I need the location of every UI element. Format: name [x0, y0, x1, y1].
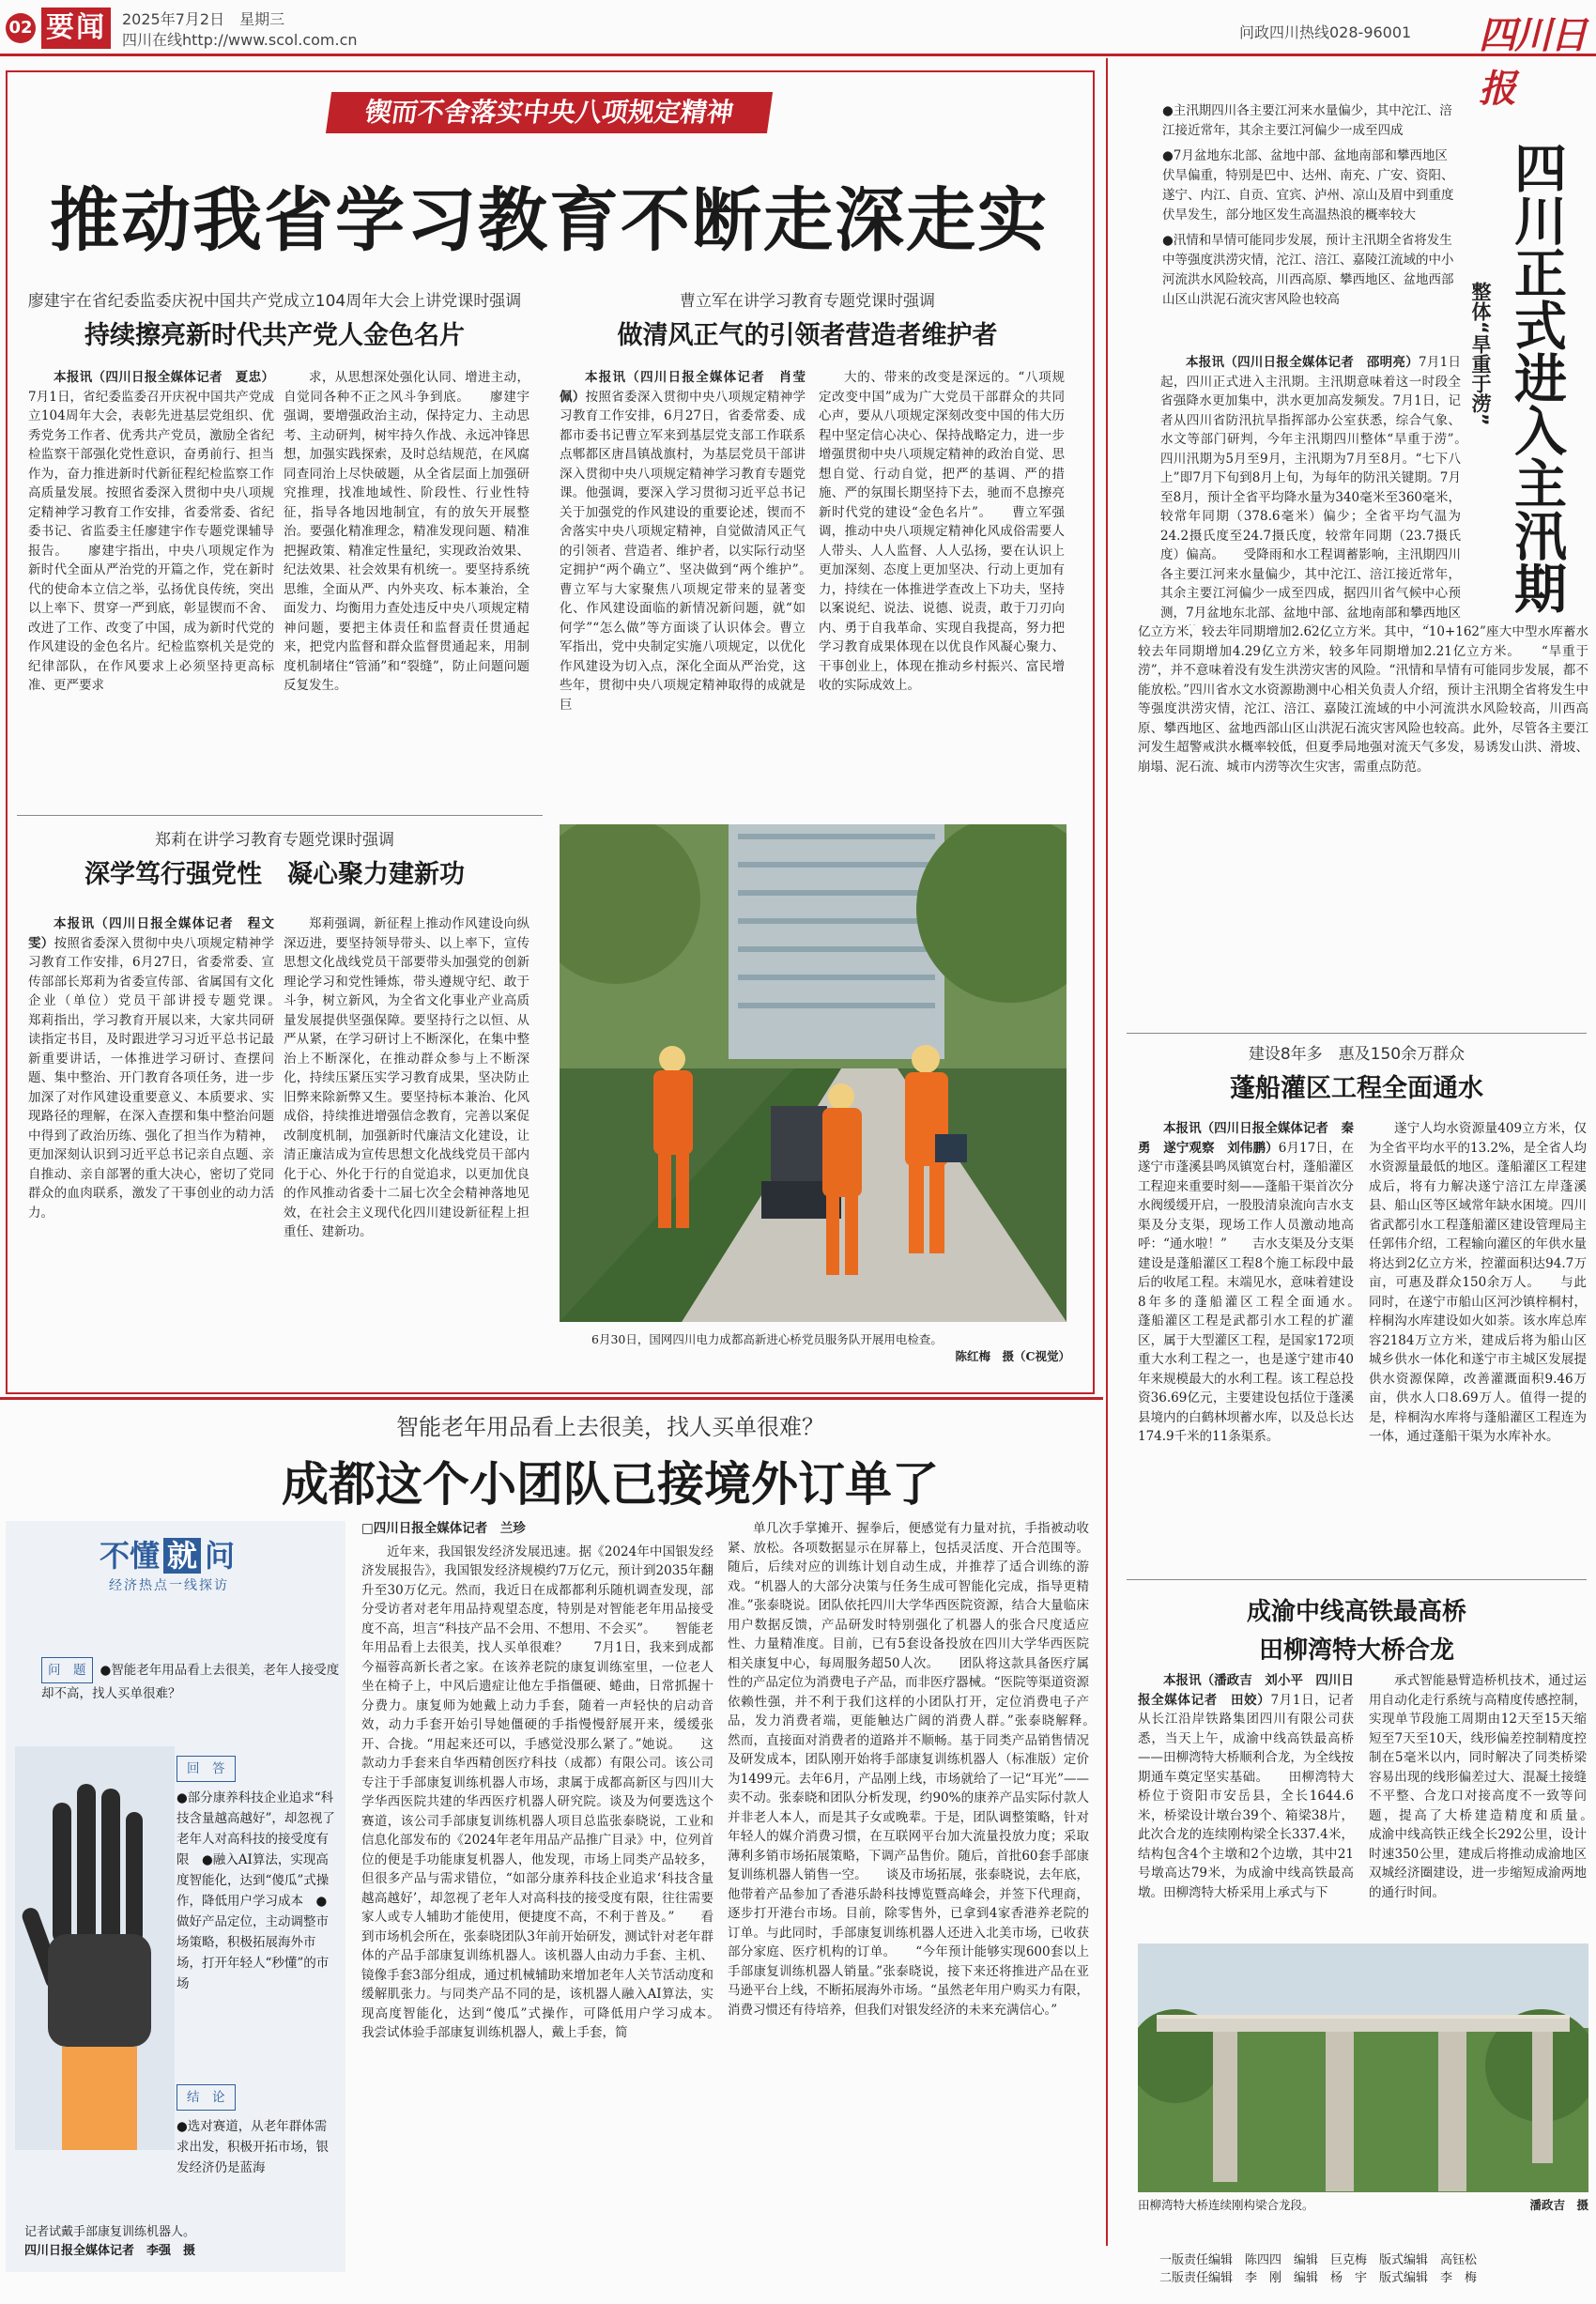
bridge-photo — [1138, 1943, 1588, 2192]
power-inspection-photo — [560, 824, 1067, 1322]
article4-byline: □四川日报全媒体记者 兰珍 — [361, 1521, 526, 1536]
section-rule — [0, 1397, 1103, 1400]
qa-slogan: 经济热点一线探访 — [109, 1578, 229, 1593]
bridge-caption-block — [1138, 2197, 1588, 2214]
newspaper-logo: 四川日报 — [1479, 13, 1586, 111]
bridge-col1 — [1138, 1671, 1354, 1939]
article4-col1 — [361, 1519, 714, 2295]
flood-byline: 本报讯（四川日报全媒体记者 邵明亮） — [1186, 355, 1419, 370]
bridge-byline: 本报讯（潘政吉 刘小平 四川日报全媒体记者 田姣） — [1138, 1673, 1354, 1708]
article4-text: 近年来，我国银发经济发展迅速。据《2024年中国银发经济发展报告》，我国银发经济规模约7万亿元，预计到2035年翻升至30万亿元。然而，我近日在成都都利乐随机调查发现，部分受访者对老年用品持观望态度，特别是对智能老年用品接受度不高，坦言“科技产品不会用、不想用、不会买”。 智能老年用品看上去很美，找人买单很难？ 7月1日，我来到成都今福蓉高新长者之家。在该养老院的康复训练室里，一位老人坐在椅子上，中风后遗症让他左手指僵硬、蜷曲，日常抓握十分费力。康复师为她戴上动力手套，随着一声轻快的启动音效，动力手套开始引导她僵硬的手指慢慢舒展开来，缓缓张开、合拢。“用起来还可以，手感觉没那么紧了。”她说。 这款动力手套来自华西精创医疗科技（成都）有限公司。该公司专注于手部康复训练机器人市场，隶属于成都高新区与四川大学华西医院共建的华西医疗机器人研究院。谈及为何要选这个赛道，该公司手部康复训练机器人项目总监张泰晓说，工业和信息化部发布的《2024年老年用品产品推广目录》中，位列首位的便是手功能康复机器人，他发现，市场上同类产品较多，但很多产品与需求错位，“如部分康养科技企业追求‘科技含量越高越好’，却忽视了老年人对高科技的接受度有限，往往需要家人或专人辅助才能使用，便捷度不高，不利于普及。” 看到市场机会所在，张泰晓团队3年前开始研发，测试针对老年群体的产品手部康复训练机器人。该机器人由动力手套、主机、镜像手套3部分组成，通过机械辅助来增加老年人关节活动度和缓解肌张力。与同类产品不同的是，该机器人融入AI算法，实现高度智能化，达到“傻瓜”式操作，可降低用户学习成本。 我尝试体验手部康复训练机器人，戴上手套，简 — [361, 1544, 714, 2040]
article3-text: 按照省委深入贯彻中央八项规定精神学习教育工作安排，6月27日，省委常委、宣传部部长郑莉为省委宣传部、省属国有文化企业（单位）党员干部讲授专题党课。 郑莉指出，学习教育开展以来，大家共同研读指定书目，及时跟进学习习近平总书记最新重要讲话，一体推进学习研讨、查摆问题、集中整治、开门教育各项任务，进一步加深了对作风建设重要意义、本质要求、实现路径的理解，在深入查摆和集中整治问题中得到了政治历练、强化了担当作为精神，更加深刻认识到习近平总书记亲自点题、亲自推动、亲自部署的重大决心，密切了党同群众的血肉联系，激发了干事创业的动力活力。 — [28, 935, 274, 1221]
flood-text: 7月1日起，四川正式进入主汛期。主汛期意味着这一时段全省强降水更加集中，洪水更加高发频发。7月1日，记者从四川省防汛抗旱指挥部办公室获悉，综合气象、水文等部门研判，今年主汛期四川整体“旱重于涝”。 四川汛期为5月至9月，主汛期为7月至8月。“七下八上”即7月下旬到8月上旬，为每年的防汛关键期。7月至8月，预计全省平均降水量为340毫米至360毫米，较常年同期（378.6毫米）偏少；全省平均气温为24.2摄氏度至24.7摄氏度，较常年同期（23.7摄氏度）偏高。 受降雨和水工程调蓄影响，主汛期四川各主要江河来水量偏少，其中沱江、涪江接近常年，其余主要江河偏少一成至四成，据四川省气候中心预测，7月盆地东北部、盆地中部、盆地南部和攀西地区 — [1160, 355, 1461, 621]
conclusion-block — [176, 2084, 336, 2178]
date-line — [122, 9, 358, 51]
qa-brand-1: 不懂 — [100, 1538, 161, 1574]
answer-block — [176, 1756, 336, 1994]
qa-brand-2: 就 — [163, 1538, 201, 1574]
page-number: 02 — [6, 13, 36, 43]
article1-text2: 求，从思想深处强化认同、增进主动，自觉同各种不正之风斗争到底。 廖建宇强调，要增强政治主动，保持定力、主动思考、主动研判，树牢持久作战、永远冲锋思想，加强实践探索，及时总结规范，在风腐同查同治上尽快破题，从全省层面上加强研究推理，找准地域性、阶段性、行业性特征，指导各地因地制宜，有的放矢开展整治。要强化精准理念，精准发现问题、精准把握政策、精准定性量纪，实现政治效果、纪法效果、社会效果有机统一。要坚持系统思维，全面从严、内外夹攻、标本兼治，全面发力、均衡用力查处违反中央八项规定精神问题，要把主体责任和监督责任贯通起来，把党内监督和群众监督贯通起来，用制度机制堵住“管涌”和“裂缝”，防止问题问题反复发生。 — [284, 370, 529, 693]
footer-line-2: 二版责任编辑 李 刚 编辑 杨 宇 版式编辑 李 梅 — [1159, 2271, 1478, 2285]
issue-date: 2025年7月2日 星期三 — [122, 10, 285, 28]
article4-title: 成都这个小团队已接境外订单了 — [282, 1457, 939, 1512]
question-text: ●智能老年用品看上去很美，老年人接受度却不高，找人买单很难？ — [41, 1663, 340, 1701]
canal-head — [1127, 1040, 1587, 1104]
question-tag: 问 题 — [41, 1657, 93, 1683]
section-label: 要闻 — [41, 8, 111, 49]
robot-glove-photo — [15, 1746, 175, 2150]
bridge-text2: 承式智能悬臂造桥机技术，通过运用自动化走行系统与高精度传感控制，实现单节段施工周期由12天至15天缩短至7天至10天，线形偏差控制精度控制在5毫米以内，同时解决了同类桥梁容易出现的线形偏差过大、混凝土接缝不平整、合龙口对接高度不一致等问题，提高了大桥建造精度和质量。 成渝中线高铁正线全长292公里，设计时速350公里，建成后将推动成渝地区双城经济圈建设，进一步缩短成渝两地的通行时间。 — [1369, 1673, 1587, 1900]
article1-col1 — [28, 368, 274, 806]
main-headline: 推动我省学习教育不断走深走实 — [50, 180, 1049, 261]
masthead — [0, 0, 1596, 111]
article2-col1 — [560, 368, 806, 806]
article1-subtitle: 廖建宇在省纪委监委庆祝中国共产党成立104周年大会上讲党课时强调 — [27, 292, 522, 311]
canal-col2 — [1369, 1119, 1587, 1598]
bridge-col2 — [1369, 1671, 1587, 1939]
bridge-title-2: 田柳湾特大桥合龙 — [1258, 1636, 1454, 1665]
article3-byline: 本报讯（四川日报全媒体记者 程文雯） — [28, 916, 274, 951]
article2-text2: 大的、带来的改变是深远的。“八项规定改变中国”成为广大党员干部群众的共同心声，要从八项规定深刻改变中国的伟大历程中坚定信心决心、保持战略定力，进一步增强贯彻中央八项规定精神的政治自觉、思想自觉、行动自觉，把严的基调、严的措施、严的氛围长期坚持下去，驰而不息擦亮新时代党的建设“金色名片”。 曹立军强调，推动中央八项规定精神化风成俗需要人人带头、人人监督、人人弘扬，要在认识上更加深刻、态度上更加坚决、行动上更加有力，持续在一体推进学查改上下功夫，坚持以案说纪、说法、说德、说责，敢于刀刃向内、勇于自我革命、实现自我提高，努力把学习教育成果体现在以优良作风凝心聚力、干事创业上，体现在推动乡村振兴、富民增收的实际成效上。 — [819, 370, 1065, 693]
article4-text2: 单几次手掌摊开、握拳后，便感觉有力量对抗，手指被动收紧、放松。各项数据显示在屏幕上，包括灵活度、开合范围等。随后，后续对应的训练计划自动生成，并推荐了适合训练的游戏。“机器人的大部分决策与任务生成可智能化完成，指导更精准。”张泰晓说。团队依托四川大学华西医院资源，结合大量临床用户数据反馈，产品研发时特别强化了机器人的张合尺度适应性、力量精准度。目前，已有5套设备投放在四川大学华西医院相关康复中心，每周服务超50人次。 团队将这款具备医疗属性的产品定位为消费电子产品，而非医疗器械。“医院等渠道资源依赖性强，并不利于我们这样的小团队打开，定位消费电子产品，发力消费者端，更能触达广阔的消费人群。”张泰晓解释。 然而，直接面对消费者的道路并不顺畅。基于同类产品销售情况及研发成本，团队刚开始将手部康复训练机器人（标准版）定价为1499元。去年6月，产品刚上线，市场就给了一记“耳光”——卖不动。张泰晓和团队分析发现，约90%的康养产品实际付款人并非老人本人，而是其子女或晚辈。于是，团队调整策略，针对年轻人的媒介消费习惯，在互联网平台加大流量投放力度；采取薄利多销市场拓展策略，下调产品售价。随后，首批60套手部康复训练机器人销售一空。 谈及市场拓展，张泰晓说，去年底，他带着产品参加了香港乐龄科技博览暨高峰会，并签下代理商，逐步打开港台市场。目前，除零售外，已拿到4家香港养老院的订单。与此同时，手部康复训练机器人还进入北美市场，已收获部分家庭、医疗机构的订单。 “今年预计能够实现600套以上手部康复训练机器人销量。”张泰晓说，接下来还将推进产品在亚马逊平台上线，不断拓展海外市场。“虽然老年用户购买力有限，消费习惯还有待培养，但我们对银发经济的未来充满信心。” — [728, 1521, 1089, 2018]
article1-byline: 本报讯（四川日报全媒体记者 夏忠） — [54, 370, 274, 385]
website[interactable]: 四川在线http://www.scol.com.cn — [122, 31, 358, 49]
article2-byline: 本报讯（四川日报全媒体记者 肖莹佩） — [560, 370, 806, 405]
divider — [1127, 1579, 1587, 1580]
footer-credits — [1159, 2251, 1477, 2287]
flood-col-top — [1160, 353, 1461, 625]
column-rule — [1106, 58, 1108, 2246]
article4-head — [150, 1408, 1070, 1514]
article2-col2 — [819, 368, 1065, 806]
article4-subtitle: 智能老年用品看上去很美，找人买单很难？ — [396, 1414, 824, 1440]
conclusion-tag: 结 论 — [176, 2084, 236, 2111]
article3-title: 深学笃行强党性 凝心聚力建新功 — [84, 860, 465, 889]
qa-caption-block — [24, 2223, 195, 2261]
article3-subtitle: 郑莉在讲学习教育专题党课时强调 — [155, 831, 394, 850]
bridge-title-1: 成渝中线高铁最高桥 — [1246, 1598, 1466, 1626]
article1-col2 — [284, 368, 529, 806]
canal-title: 蓬船灌区工程全面通水 — [1230, 1074, 1483, 1103]
article2-title: 做清风正气的引领者营造者维护者 — [617, 321, 998, 350]
flood-bullet-2: ●7月盆地东北部、盆地中部、盆地南部和攀西地区伏旱偏重，特别是巴中、达州、南充、广安、资阳、遂宁、内江、自贡、宜宾、泸州、凉山及眉中到重度伏旱发生，部分地区发生高温热浪的概率较大 — [1162, 148, 1454, 223]
canal-text2: 遂宁人均水资源量409立方米，仅为全省平均水平的13.2%，是全省人均水资源量最低的地区。蓬船灌区工程建成后，将有力解决遂宁涪江左岸蓬溪县、船山区等区域常年缺水困境。四川省武都引水工程蓬船灌区建设管理局主任郭伟介绍，工程输向灌区的年供水量将达到2亿立方米，控灌面积达94.7万亩，可惠及群众150余万人。 与此同时，在遂宁市船山区河沙镇梓桐村，梓桐沟水库建设如火如荼。该水库总库容2184万立方米，建成后将为船山区城乡供水一体化和遂宁市主城区发展提供水资源保障，改善灌溉面积9.46万亩，供水人口8.69万人。值得一提的是，梓桐沟水库将与蓬船灌区工程连为一体，通过蓬船干渠为水库补水。 — [1369, 1121, 1587, 1444]
article4-col2 — [728, 1519, 1089, 2295]
answer-text: ●部分康养科技企业追求“科技含量越高越好”，却忽视了老年人对高科技的接受度有限 ●融入AI算法，实现高度智能化，达到“傻瓜”式操作，降低用户学习成本 ●做好产品定位，主动调整市场策略，积极拓展海外市场，打开年轻人“秒懂”的市场 — [176, 1790, 335, 1991]
flood-bullet-3: ●汛情和旱情可能同步发展，预计主汛期全省将发生中等强度洪涝灾情，沱江、涪江、嘉陵江流域的中小河流洪水风险较高，川西高原、攀西地区、盆地西部山区山洪泥石流灾害风险也较高 — [1162, 233, 1454, 307]
flood-col-wide — [1138, 625, 1588, 1038]
bridge-credit: 潘政吉 摄 — [1529, 2198, 1588, 2212]
article3-text2: 郑莉强调，新征程上推动作风建设向纵深迈进，要坚持领导带头、以上率下，宣传思想文化战线党员干部要带头加强党的创新理论学习和党性锤炼，带头遵规守纪、敢于斗争，树立新风，为全省文化事业产业高质量发展提供坚强保障。要坚持行之以恒、从严从紧，在学习研讨上不断深化，在集中整治上不断深化，在推动群众参与上不断深化，持续压紧压实学习教育成果，坚决防止旧弊来除新弊又生。要坚持标本兼治、化风成俗，持续推进增强信念教育，完善以案促改制度机制，加强新时代廉洁文化建设，让清正廉洁成为宣传思想文化战线党员干部内化于心、外化于行的自觉追求，以更加优良的作风推动省委十二届七次全会精神落地见效，在社会主义现代化四川建设新征程上担重任、建新功。 — [284, 916, 529, 1239]
article1-head — [19, 287, 530, 351]
canal-subtitle: 建设8年多 惠及150余万群众 — [1248, 1045, 1466, 1064]
question-block — [41, 1657, 342, 1704]
divider — [1127, 1033, 1587, 1034]
flood-title: 四川正式进入主汛期 — [1506, 141, 1567, 614]
bridge-caption: 田柳湾特大桥连续刚构梁合龙段。 — [1138, 2198, 1314, 2212]
photo1-credit: 陈红梅 摄（C视觉） — [955, 1349, 1070, 1363]
bridge-text: 7月1日，记者从长江沿岸铁路集团四川有限公司获悉，当天上午，成渝中线高铁最高桥——田柳湾特大桥顺利合龙，为全线按期通车奠定坚实基础。 田柳湾特大桥位于资阳市安岳县，全长1644.6米，桥梁设计墩台39个、箱梁38片，此次合龙的连续刚构梁全长337.4米，结构包含4个主墩和2个边墩，其中21号墩高达79米，为成渝中线高铁最高墩。田柳湾特大桥采用上承式与下 — [1138, 1692, 1354, 1900]
bridge-head — [1127, 1589, 1587, 1666]
canal-byline: 本报讯（四川日报全媒体记者 秦勇 遂宁观察 刘伟鹏） — [1138, 1121, 1354, 1156]
flood-text-continued: 亿立方米，较去年同期增加2.62亿立方米。其中，“10+162”座大中型水库蓄水较去年同期增加4.29亿立方米，较多年同期增加2.21亿立方米。 “旱重于涝”，并不意味着没有发生洪涝灾害的风险。“汛情和旱情有可能同步发展，都不能放松。”四川省水文水资源勘测中心相关负责人介绍，预计主汛期全省将发生中等强度洪涝灾情，沱江、涪江、嘉陵江流域的中小河流洪水风险较高，川西高原、攀西地区、盆地西部山区山洪泥石流灾害风险也较高。此外，尽管各主要江河发生超警戒洪水概率较低，但夏季局地强对流天气多发，易诱发山洪、滑坡、崩塌、泥石流、城市内涝等次生灾害，需重点防范。 — [1138, 625, 1588, 775]
flood-bullets — [1162, 101, 1458, 310]
article2-head — [540, 287, 1075, 351]
canal-text: 6月17日，在遂宁市蓬溪县鸣凤镇宽台村，蓬船灌区工程迎来重要时刻——蓬船干渠首次分水阀缓缓开启，一股股清泉流向吉水支渠及分支渠，现场工作人员激动地高呼：“通水啦！” 吉水支渠及分支渠建设是蓬船灌区工程8个施工标段中最后的收尾工程。末端见水，意味着建设8年多的蓬船灌区工程全面通水。 蓬船灌区工程是武都引水工程的扩灌区，属于大型灌区工程，是国家172项重大水利工程之一，也是遂宁建市40年来规模最大的水利工程。该工程总投资36.69亿元，主要建设包括位于蓬溪县境内的白鹤林坝蓄水库，以及总长达174.9千米的11条渠系。 — [1138, 1140, 1354, 1444]
qa-caption: 记者试戴手部康复训练机器人。 — [24, 2225, 196, 2239]
hotline: 问政四川热线028-96001 — [1239, 23, 1412, 41]
conclusion-text: ●选对赛道，从老年群体需求出发，积极开拓市场，银发经济仍是蓝海 — [176, 2119, 329, 2175]
photo1-caption: 6月30日，国网四川电力成都高新进心桥党员服务队开展用电检查。 — [591, 1332, 943, 1346]
article2-text: 按照省委深入贯彻中央八项规定精神学习教育工作安排，6月27日，省委常委、成都市委书记曹立军来到基层党支部工作联系点郫都区唐昌镇战旗村，为基层党员干部讲深入贯彻中央八项规定精神学习教育专题党课。他强调，要深入学习贯彻习近平总书记关于加强党的作风建设的重要论述，锲而不舍落实中央八项规定精神，自觉做清风正气的引领者、营造者、维护者，以实际行动坚定拥护“两个确立”、坚决做到“两个维护”。 曹立军与大家聚焦八项规定带来的显著变化、作风建设面临的新情况新问题，就“如何学”“怎么做”等方面谈了认识体会。曹立军指出，党中央制定实施八项规定，以优化作风建设为切入点，深化全面从严治党，这些年，贯彻中央八项规定精神取得的成就是巨 — [560, 389, 806, 713]
qa-credit: 四川日报全媒体记者 李强 摄 — [24, 2244, 196, 2258]
article3-col1 — [28, 914, 274, 1384]
divider — [17, 815, 543, 816]
qa-brand — [100, 1532, 235, 1575]
article1-text: 7月1日，省纪委监委召开庆祝中国共产党成立104周年大会，表彰先进基层党组织、优秀党务工作者、优秀共产党员，激励全省纪检监察干部强化党性意识，奋勇前行、担当作为，奋力推进新时代新征程纪检监察工作高质量发展。按照省委深入贯彻中央八项规定精神学习教育工作安排，省委常委、省纪委书记、省监委主任廖建宇作专题党课辅导报告。 廖建宇指出，中央八项规定作为新时代全面从严治党的开篇之作，党在新时代的使命本立信之举，弘扬优良传统，突出以上率下、贯穿一严到底，彰显锲而不舍、改进了工作、改变了中国，成为新时代党的作风建设的金色名片。纪检监察机关是党的纪律部队，在作风要求上必须坚持更高标准、更严要求 — [28, 389, 274, 693]
kicker-banner: 锲而不舍落实中央八项规定精神 — [326, 92, 773, 133]
article2-subtitle: 曹立军在讲学习教育专题党课时强调 — [680, 292, 935, 311]
flood-bullet-1: ●主汛期四川各主要江河来水量偏少，其中沱江、涪江接近常年，其余主要江河偏少一成至四成 — [1162, 103, 1452, 138]
article3-head — [19, 826, 530, 890]
article3-col2 — [284, 914, 529, 1384]
flood-subtitle: 整体“旱重于涝” — [1469, 282, 1492, 426]
canal-col1 — [1138, 1119, 1354, 1598]
article1-title: 持续擦亮新时代共产党人金色名片 — [84, 321, 465, 350]
answer-tag: 回 答 — [176, 1756, 236, 1782]
photo1-caption-block — [591, 1331, 1070, 1365]
footer-line-1: 一版责任编辑 陈四四 编辑 巨克梅 版式编辑 高钰松 — [1159, 2253, 1478, 2267]
qa-box — [6, 1521, 345, 2272]
qa-brand-3: 问 — [205, 1538, 236, 1574]
